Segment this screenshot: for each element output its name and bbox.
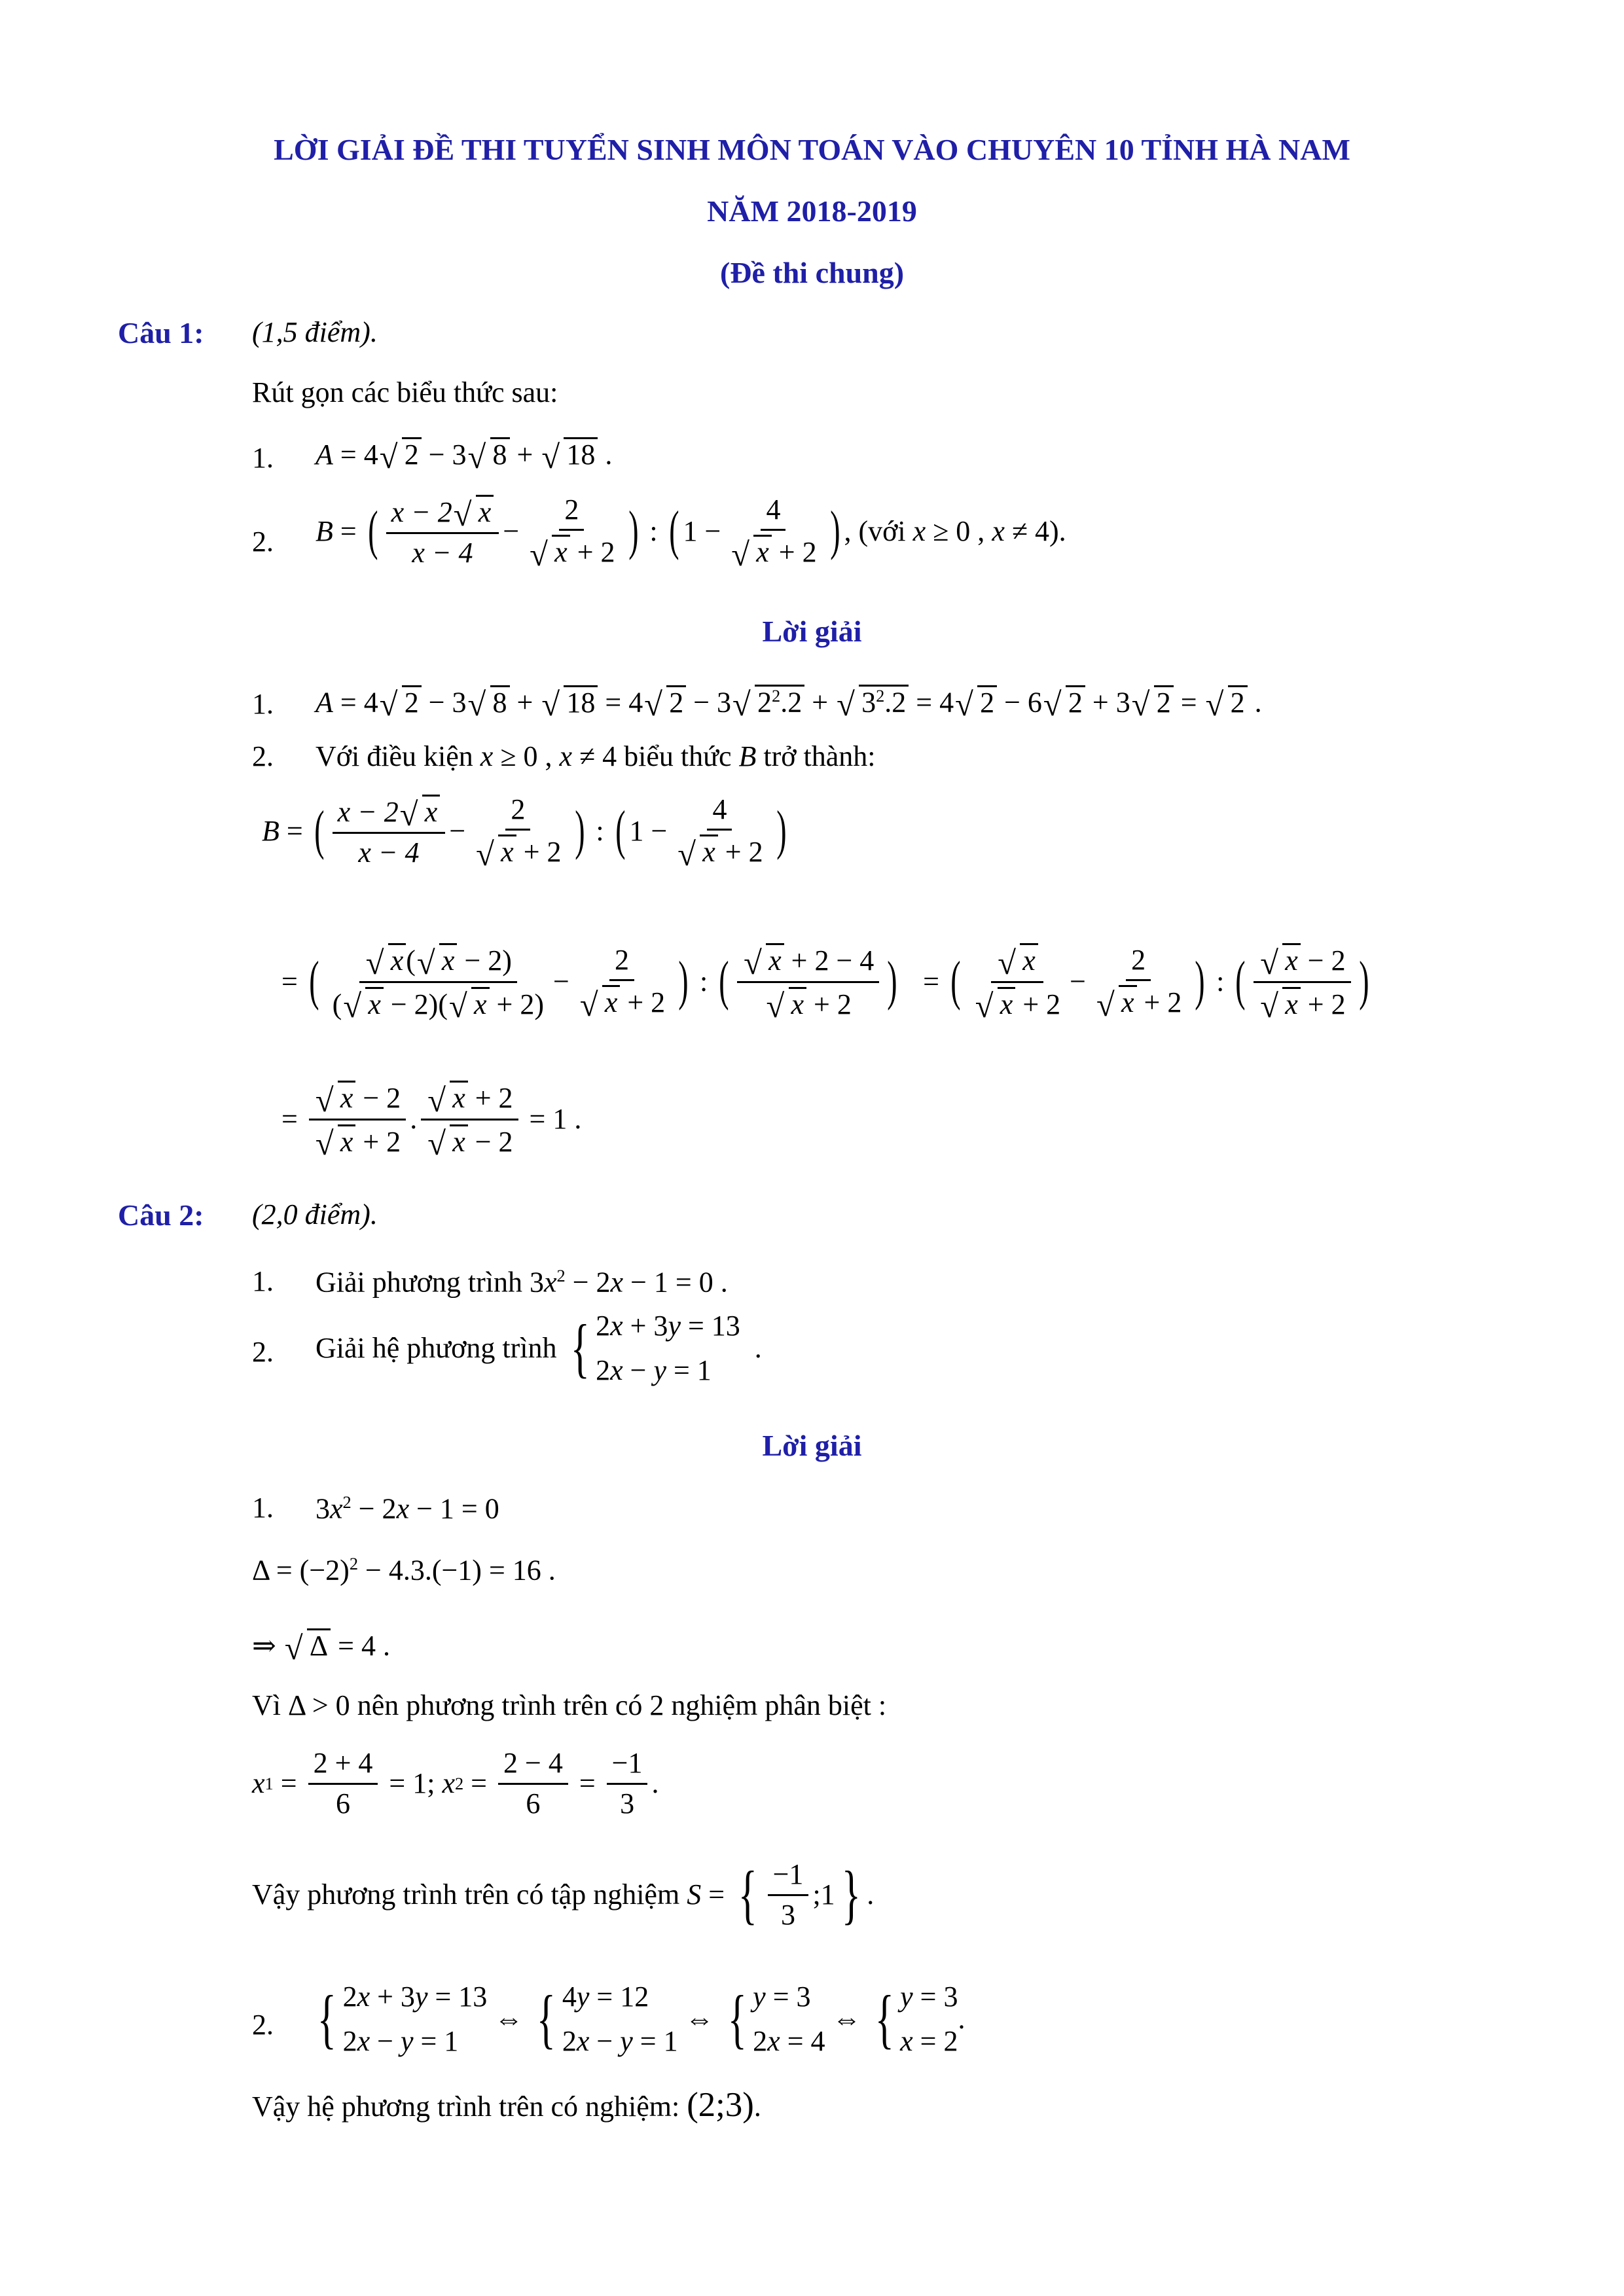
- question-2-item-1-number: 1.: [252, 1265, 274, 1297]
- question-1-item-2-formula: B = ( x − 2 √ x x − 4 − 2 √ x + 2 ) : ( 1 − 4 √ x + 2 ) , (với x ≥ 0 , x ≠ 4 ).: [316, 493, 1066, 573]
- question-2-item-2-text: Giải hệ phương trình: [316, 1332, 557, 1364]
- question-2-item-1: Giải phương trình $3x^2 - 2x - 1 = 0$ .: [316, 1266, 728, 1299]
- title-line-2: NĂM 2018-2019: [707, 194, 917, 228]
- solution-2-conclusion-2: Vậy hệ phương trình trên có nghiệm: (2;3).: [252, 2086, 761, 2124]
- solution-1-item-2-number: 2.: [252, 740, 274, 772]
- solution-1-becomes-text: trở thành:: [763, 740, 876, 772]
- question-1-item-2-condition: , (với: [844, 515, 906, 547]
- solution-2-system-steps: { 2x + 3y = 13 2x − y = 1 ⇔ { 4y = 12 2x − y = 1 ⇔ { y = 3 2x = 4 ⇔ { y = 3 x = 2 .: [317, 1980, 965, 2057]
- solution-1-step-1: B = ( x − 2 √ x x − 4 − 2 √ x + 2 ) : ( 1 − 4 √ x + 2 ): [262, 793, 787, 872]
- title-line-3: (Đề thi chung): [719, 256, 905, 289]
- solution-2-item-1-number: 1.: [252, 1492, 274, 1524]
- solution-1-expression-text: biểu thức: [624, 740, 732, 772]
- solution-1-step-3: = √ x − 2 √ x + 2 . √ x + 2 √ x − 2 = 1 .: [281, 1081, 582, 1162]
- solution-1-heading: Lời giải: [762, 615, 862, 648]
- question-1-intro: Rút gọn các biểu thức sau:: [252, 376, 558, 408]
- solution-2-sqrt-discriminant: ⇒ √ Δ = 4 .: [252, 1629, 390, 1666]
- question-2-points: (2,0 điểm).: [252, 1198, 378, 1230]
- question-1-item-1-formula: A = 4 √ 2 − 3 √ 8 + √ 18 .: [316, 438, 613, 475]
- solution-2-heading: Lời giải: [762, 1429, 862, 1462]
- question-2-item-1-text: Giải phương trình: [316, 1266, 522, 1299]
- solution-1-item-1-number: 1.: [252, 688, 274, 720]
- solution-2-reason: Vì Δ > 0 nên phương trình trên có 2 nghiệm phân biệt :: [252, 1689, 887, 1721]
- solution-1-step-2: = ( √ x( √ x − 2) ( √ x − 2)( √ x + 2) − 2 √ x + 2 ) : ( √ x + 2 − 4 √ x + 2 ) = ( √ x √ x + 2 − 2 √ x + 2 ) : ( √ x − 2 √ x + 2 ): [281, 943, 1369, 1025]
- question-1-item-1-number: 1.: [252, 442, 274, 474]
- solution-2-item-2-number: 2.: [252, 2009, 274, 2041]
- solution-1-condition-text: Với điều kiện: [316, 740, 473, 772]
- question-1-item-2-number: 2.: [252, 526, 274, 558]
- question-1-label: Câu 1:: [118, 316, 204, 350]
- solution-2-vi-text: Vì: [252, 1689, 281, 1721]
- solution-2-roots: x 1 = $\frac{2 + 4}{6}$ = 1; x 2 = $\frac{2 - 4}{6}$ = $\frac{-1}{3}$ .: [252, 1747, 659, 1820]
- solution-2-conclusion-2-text: Vậy hệ phương trình trên có nghiệm:: [252, 2090, 680, 2123]
- solution-2-solution-set: Vậy phương trình trên có tập nghiệm S = { $\frac{-1}{3}$ ;1 } .: [252, 1857, 875, 1931]
- title-line-1: LỜI GIẢI ĐỀ THI TUYỂN SINH MÔN TOÁN VÀO CHUYÊN 10 TỈNH HÀ NAM: [274, 133, 1350, 166]
- solution-2-discriminant: $\Delta = (-2)^2 - 4.3.(-1) = 16$ .: [252, 1554, 556, 1587]
- solution-2-conclusion-1-text: Vậy phương trình trên có tập nghiệm: [252, 1878, 680, 1910]
- question-1-points: (1,5 điểm).: [252, 316, 378, 348]
- solution-1-item-1-formula: A = 4 √ 2 − 3 √ 8 + √ 18 = 4 √ 2 − 3 √ $2^2.2$ + √ $3^2.2 = 4$ √ 2 − 6 √ 2 + 3 √ 2 = √ 2 .: [316, 686, 1262, 723]
- solution-2-two-roots-text: nên phương trình trên có 2 nghiệm phân biệt :: [357, 1689, 887, 1721]
- question-1-item-2-condition-end: ).: [1049, 515, 1066, 547]
- question-2-item-2: Giải hệ phương trình { 2x + 3y = 13 2x − y = 1 .: [316, 1309, 762, 1386]
- solution-2-equation: $3x^2 - 2x - 1 = 0$: [316, 1492, 499, 1525]
- question-2-item-2-number: 2.: [252, 1336, 274, 1368]
- question-2-label: Câu 2:: [118, 1198, 204, 1232]
- solution-1-item-2-text: Với điều kiện x ≥ 0 , x ≠ 4 biểu thức B trở thành:: [316, 740, 876, 772]
